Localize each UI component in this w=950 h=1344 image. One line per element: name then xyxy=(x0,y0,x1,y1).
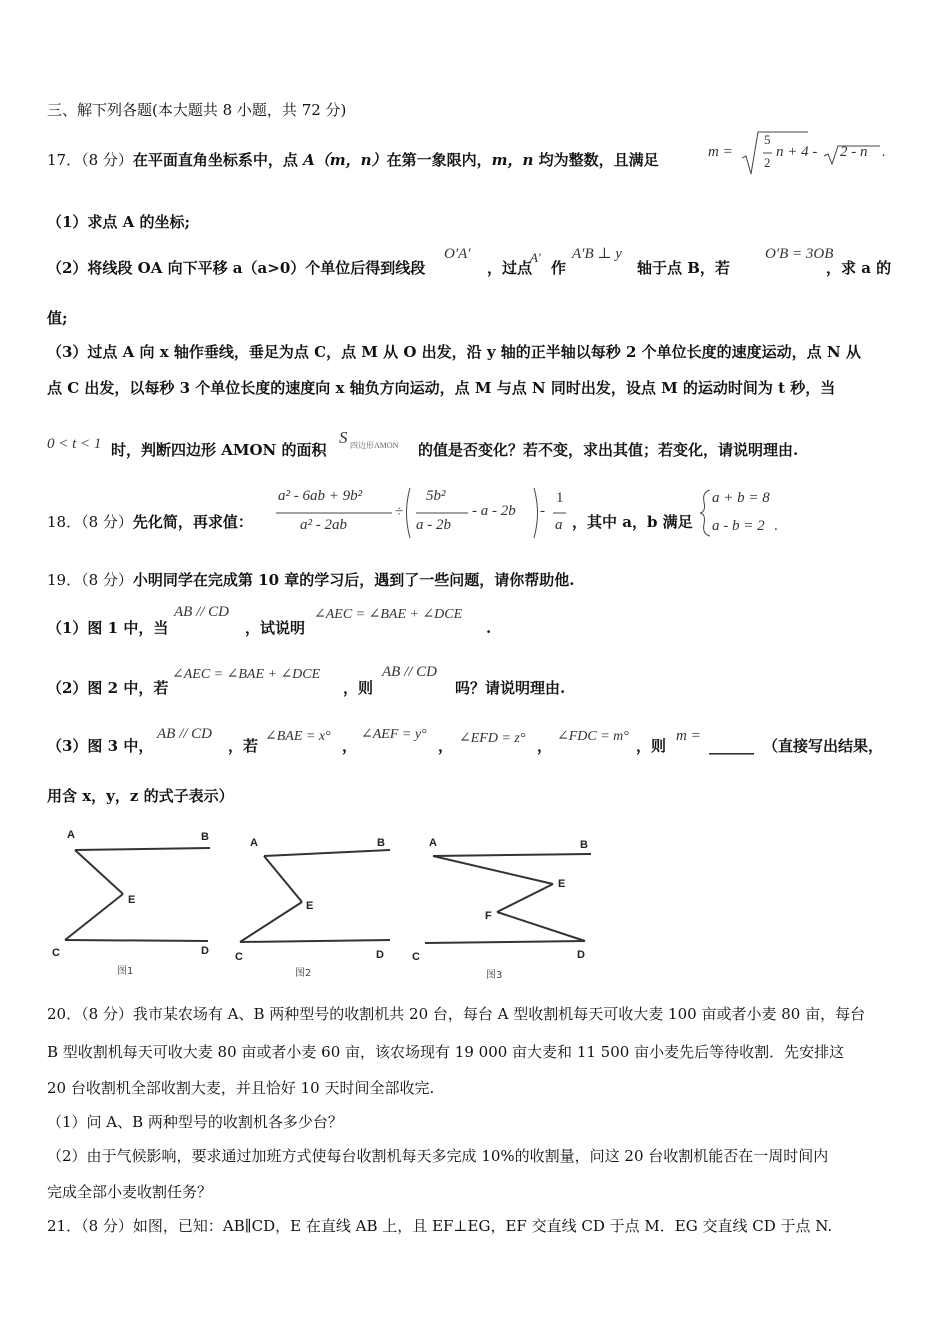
q18-f3-den: a xyxy=(555,517,563,533)
fig3-line-ab xyxy=(433,854,591,856)
q19-stem xyxy=(47,570,574,590)
q18-f1-num: a² - 6ab + 9b² xyxy=(278,488,363,504)
q19-angle-m: ∠FDC = m° xyxy=(557,729,629,744)
q18-sys1: a + b = 8 xyxy=(712,490,770,506)
q19-comma-1: ， xyxy=(342,737,358,755)
q17-formula xyxy=(706,128,896,180)
q19-part1-a: （1）图 1 中，当 xyxy=(47,619,169,637)
q17-ineq: 0 < t < 1 xyxy=(47,436,102,452)
q19-part3-b: ，若 xyxy=(228,737,259,755)
q19-part2-c: 吗？请说明理由. xyxy=(455,679,566,697)
fig1-line-cd xyxy=(65,940,208,941)
section-heading: 三、解下列各题(本大题共 8 小题，共 72 分) xyxy=(47,101,347,119)
fig1-caption: 图1 xyxy=(117,966,134,977)
q17-point-a: A（m，n） xyxy=(303,151,387,169)
q19-m-eq: m = xyxy=(676,728,701,744)
q19-angle-x: ∠BAE = x° xyxy=(265,729,331,744)
q18-f2-num: 5b² xyxy=(426,488,446,504)
q21-line-1: 21．（8 分）如图，已知：AB∥CD，E 在直线 AB 上，且 EF⊥EG，EF 交直线 CD 于点 M．EG 交直线 CD 于点 N. xyxy=(47,1217,833,1235)
q17-area-sub: 四边形AMON xyxy=(350,441,399,450)
q19-answer-blank[interactable]: ______ xyxy=(709,737,754,755)
q19-number: 19．（8 分） xyxy=(47,571,133,589)
fig2-label-e: E xyxy=(306,900,314,912)
q18-stem-text: 先化简，再求值： xyxy=(132,513,253,531)
figure-1 xyxy=(45,822,220,982)
q19-part1-b: ，试说明 xyxy=(245,619,306,637)
q17-formula-sqrt2: 2 - n xyxy=(840,144,868,160)
fig3-line-fd xyxy=(497,912,585,941)
q18-f3-num: 1 xyxy=(556,490,564,506)
q17-part2-c: 作 xyxy=(551,259,567,277)
q20-part1: （1）问 A、B 两种型号的收割机各多少台？ xyxy=(47,1113,343,1131)
q17-a-prime: A′ xyxy=(530,250,541,265)
fig3-line-cd xyxy=(425,941,585,943)
q17-part3-c: 时，判断四边形 AMON 的面积 xyxy=(111,441,327,459)
fig1-label-a: A xyxy=(67,829,75,841)
figure-3 xyxy=(405,826,600,986)
q18-dot: . xyxy=(774,518,778,534)
q17-oa-prime: O′A′ xyxy=(444,246,471,262)
q17-ob-eq: O′B = 3OB xyxy=(765,246,834,262)
fig3-label-a: A xyxy=(429,837,437,849)
q18-f1-den: a² - 2ab xyxy=(300,517,347,533)
q19-part3-d: （直接写出结果， xyxy=(763,737,884,755)
fig3-label-d: D xyxy=(577,949,585,961)
q19-part2-eq: ∠AEC = ∠BAE + ∠DCE xyxy=(172,667,321,682)
q17-frac-num: 5 xyxy=(764,132,771,147)
q17-part2-e: ，求 a 的 xyxy=(826,259,892,277)
q17-stem-e: 均为整数，且满足 xyxy=(533,151,659,169)
q20-line-1: 20．（8 分）我市某农场有 A、B 两种型号的收割机共 20 台，每台 A 型收割机每天可收大麦 100 亩或者小麦 80 亩，每台 xyxy=(47,1005,866,1023)
q17-stem-c: 在第一象限内， xyxy=(386,151,492,169)
q17-perp: A′B ⊥ y xyxy=(572,246,622,262)
fig1-label-c: C xyxy=(52,947,60,959)
q19-part3-parallel: AB // CD xyxy=(157,726,212,742)
q20-part2-b: 完成全部小麦收割任务？ xyxy=(47,1183,213,1201)
q19-stem-text: 小明同学在完成第 10 章的学习后，遇到了一些问题，请你帮助他. xyxy=(132,571,575,589)
fig2-line-ab xyxy=(264,850,390,856)
q17-part2-b: ，过点 xyxy=(487,259,533,277)
q17-part3-d: 的值是否变化？若不变，求出其值；若变化，请说明理由. xyxy=(418,441,799,459)
q19-part1-c: . xyxy=(486,619,492,637)
q17-part2-d: 轴于点 B，若 xyxy=(637,259,730,277)
q17-part3-b: 点 C 出发，以每秒 3 个单位长度的速度向 x 轴负方向运动，点 M 与点 N 同时出发，设点 M 的运动时间为 t 秒，当 xyxy=(47,379,836,397)
q19-comma-2: ， xyxy=(438,737,454,755)
q18-minus: - xyxy=(540,503,545,519)
q19-part3-e: 用含 x，y，z 的式子表示） xyxy=(47,787,234,805)
fig1-line-ae xyxy=(75,850,123,894)
q17-mn: m，n xyxy=(491,151,534,169)
q18-tail: ，其中 a，b 满足 xyxy=(572,513,693,531)
q18-number: 18．（8 分） xyxy=(47,513,133,531)
q19-part1-eq: ∠AEC = ∠BAE + ∠DCE xyxy=(314,607,463,622)
fig3-line-ae xyxy=(433,856,553,884)
fig3-label-c: C xyxy=(412,951,420,963)
q19-part1-parallel: AB // CD xyxy=(174,604,229,620)
q17-number: 17．（8 分） xyxy=(47,151,133,169)
q19-part3-c: ，则 xyxy=(636,737,667,755)
q17-stem xyxy=(47,150,659,170)
q19-part2-b: ，则 xyxy=(343,679,374,697)
q19-part2-parallel: AB // CD xyxy=(382,664,437,680)
fig1-label-b: B xyxy=(201,831,209,843)
q17-frac-den: 2 xyxy=(764,155,771,170)
q17-part3-a: （3）过点 A 向 x 轴作垂线，垂足为点 C，点 M 从 O 出发，沿 y 轴的正半轴以每秒 2 个单位长度的速度运动，点 N 从 xyxy=(47,343,861,361)
fig3-label-e: E xyxy=(558,878,566,890)
q17-part1: （1）求点 A 的坐标; xyxy=(47,213,191,231)
fig2-label-c: C xyxy=(235,951,243,963)
fig2-label-d: D xyxy=(376,949,384,961)
q18-div: ÷ xyxy=(395,504,404,520)
fig2-line-ec xyxy=(240,902,302,942)
fig2-line-ae xyxy=(264,856,302,902)
q17-part2-f: 值; xyxy=(47,309,68,327)
q18-stem xyxy=(47,512,253,532)
q19-angle-z: ∠EFD = z° xyxy=(459,731,526,746)
fig1-line-ab xyxy=(75,848,210,850)
q20-part2-a: （2）由于气候影响，要求通过加班方式使每台收割机每天多完成 10%的收割量，问这 20 台收割机能否在一周时间内 xyxy=(47,1147,829,1165)
q18-sys2: a - b = 2 xyxy=(712,518,765,534)
fig2-line-cd xyxy=(240,940,390,942)
fig1-line-ec xyxy=(65,894,123,940)
fig3-caption: 图3 xyxy=(486,970,503,981)
fig2-label-b: B xyxy=(377,837,385,849)
fig1-label-e: E xyxy=(128,894,136,906)
q19-comma-3: ， xyxy=(537,737,553,755)
q18-f2-rest: - a - 2b xyxy=(472,503,516,519)
q17-area-s: S xyxy=(339,428,348,447)
figure-2 xyxy=(228,826,403,986)
q19-part2-a: （2）图 2 中，若 xyxy=(47,679,169,697)
fig3-label-f: F xyxy=(485,910,492,922)
q18-f2-den: a - 2b xyxy=(416,517,451,533)
fig2-label-a: A xyxy=(250,837,258,849)
q17-formula-end: . xyxy=(882,144,886,160)
q20-line-3: 20 台收割机全部收割大麦，并且恰好 10 天时间全部收完. xyxy=(47,1079,435,1097)
fig3-line-ef xyxy=(497,884,553,912)
q17-part2-a: （2）将线段 OA 向下平移 a（a>0）个单位后得到线段 xyxy=(47,259,426,277)
q17-stem-a: 在平面直角坐标系中，点 xyxy=(132,151,304,169)
q17-formula-rest: n + 4 - xyxy=(776,144,818,160)
q19-angle-y: ∠AEF = y° xyxy=(361,727,427,742)
fig1-label-d: D xyxy=(201,945,209,957)
q18-formula xyxy=(272,484,792,544)
fig3-label-b: B xyxy=(580,839,588,851)
fig2-caption: 图2 xyxy=(295,968,312,979)
q17-formula-lhs: m = xyxy=(708,144,733,160)
q20-line-2: B 型收割机每天可收大麦 80 亩或者小麦 60 亩，该农场现有 19 000 亩大麦和 11 500 亩小麦先后等待收割．先安排这 xyxy=(47,1043,845,1061)
q19-part3-a: （3）图 3 中， xyxy=(47,737,154,755)
